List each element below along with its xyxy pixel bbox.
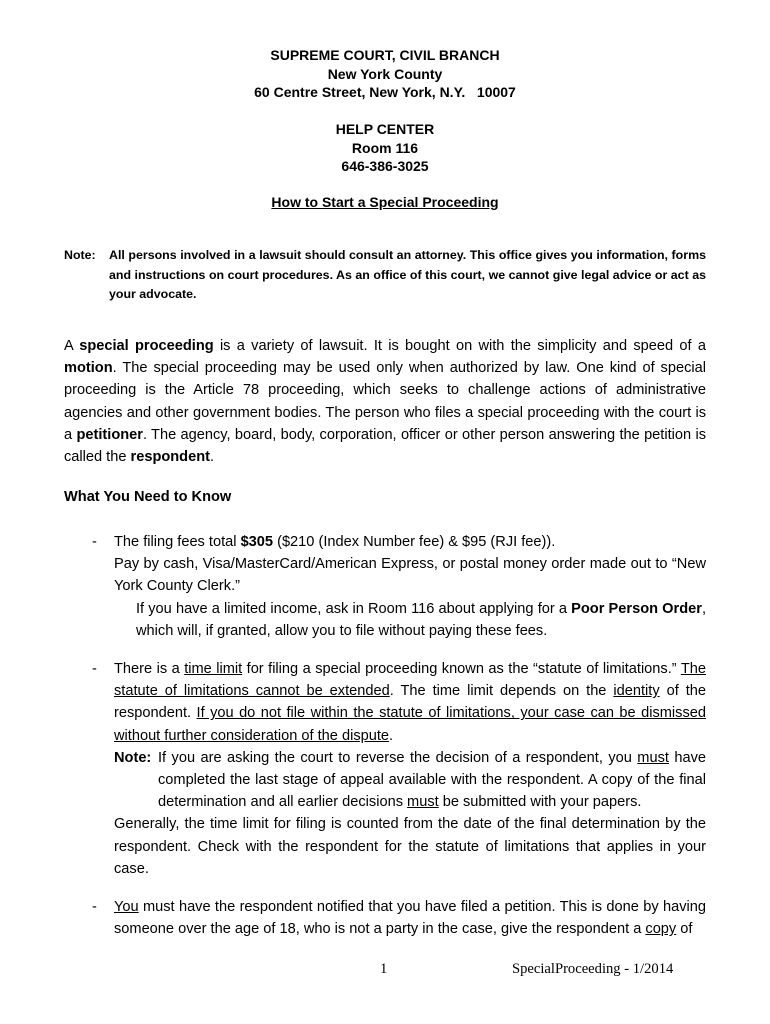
intro-text: . The agency, board, body, corporation, officer or other person answering the petition is called the (64, 426, 706, 466)
intro-text: is a variety of lawsuit. It is bought on with the simplicity and speed of a (213, 338, 706, 354)
fees-line (114, 531, 706, 553)
poor-person-text: If you have a limited income, ask in Room 116 about applying for a (136, 600, 572, 617)
intro-paragraph (64, 335, 706, 468)
appeal-note-text: have completed the last stage of appeal available with the respondent. A copy of the final determination and all earlier decisions (158, 749, 707, 811)
term-respondent: respondent (130, 449, 210, 466)
time-limit-underlined: time limit (184, 661, 243, 677)
must-underlined: must (637, 749, 669, 766)
poor-person-text: , which will, if granted, allow you to file without paying these fees. (136, 600, 706, 639)
general-time-limit: Generally, the time limit for filing is counted from the date of the final determination by the respondent. Check with the respondent for the statute of limitations that applies in your case. (114, 816, 706, 877)
section-heading: What You Need to Know (64, 489, 232, 505)
court-address: 60 Centre Street, New York, N.Y. 10007 (254, 84, 516, 100)
notify-body: of (676, 921, 693, 938)
poor-person-order: Poor Person Order (571, 600, 702, 617)
fees-text: The filing fees total (114, 534, 241, 550)
term-motion: motion (64, 360, 113, 377)
bullet-dash: - (92, 661, 97, 677)
bullet-dash: - (92, 899, 97, 915)
list-item-time-limit (92, 658, 706, 880)
room-number: Room 116 (351, 139, 419, 156)
time-text: There is a (114, 661, 185, 677)
help-center-title: HELP CENTER (335, 121, 435, 137)
fees-total: $305 (240, 534, 274, 550)
notify-body: must have the respondent notified that you have filed a petition. This is done by having someone over the age of 18, who is not a party in the case, give the respondent a (114, 899, 706, 938)
bullet-dash: - (92, 534, 97, 550)
appeal-note (114, 747, 706, 814)
copy-underlined: copy (645, 921, 677, 938)
time-text: for filing a special proceeding known as the “statute of limitations.” (242, 661, 681, 677)
term-petitioner: petitioner (76, 426, 143, 443)
disclaimer-note (64, 246, 706, 305)
appeal-note-label: Note: (114, 749, 152, 766)
note-label: Note: (64, 248, 96, 262)
time-text: . The time limit depends on the (389, 683, 614, 700)
time-limit-text (114, 658, 706, 747)
time-text: of the respondent. (114, 683, 706, 722)
appeal-note-text: If you are asking the court to reverse the decision of a respondent, you (158, 749, 638, 766)
list-item-notify (92, 896, 706, 940)
list-item-fees (92, 531, 706, 642)
intro-text: A (64, 338, 80, 354)
page-number: 1 (380, 961, 388, 977)
you-underlined: You (114, 899, 139, 915)
phone-number: 646-386-3025 (341, 158, 429, 174)
must-underlined: must (407, 794, 439, 811)
document-id: SpecialProceeding - 1/2014 (512, 961, 674, 977)
dismissal-warning-underlined: If you do not file within the statute of limitations, your case can be dismissed without further consideration of the dispute (114, 705, 706, 744)
time-text: . (389, 727, 394, 744)
intro-text: . The special proceeding may be used only when authorized by law. One kind of special proceeding is the Article 78 proceeding, which seeks to challenge actions of administrative agencies and other government bodies. The person who files a special proceeding with the court is a (64, 360, 706, 443)
poor-person-info (136, 598, 706, 642)
page-title: How to Start a Special Proceeding (271, 194, 499, 210)
fees-text: ($210 (Index Number fee) & $95 (RJI fee)). (273, 534, 556, 550)
intro-text: . (210, 449, 215, 466)
payment-methods: Pay by cash, Visa/MasterCard/American Express, or postal money order made out to “New York County Clerk.” (114, 556, 706, 595)
cannot-extend-underlined: The statute of limitations cannot be extended (114, 661, 706, 700)
court-header (0, 46, 770, 102)
term-special-proceeding: special proceeding (79, 338, 214, 354)
note-text: All persons involved in a lawsuit should consult an attorney. This office gives you information, forms and instructions on court procedures. As an office of this court, we cannot give legal advice or act as your advocate. (109, 248, 706, 301)
court-name: SUPREME COURT, CIVIL BRANCH (270, 47, 500, 63)
appeal-note-text: be submitted with your papers. (438, 794, 642, 811)
county-name: New York County (327, 65, 443, 82)
help-center-header (0, 120, 770, 176)
identity-underlined: identity (613, 683, 660, 700)
notify-text (114, 896, 706, 940)
